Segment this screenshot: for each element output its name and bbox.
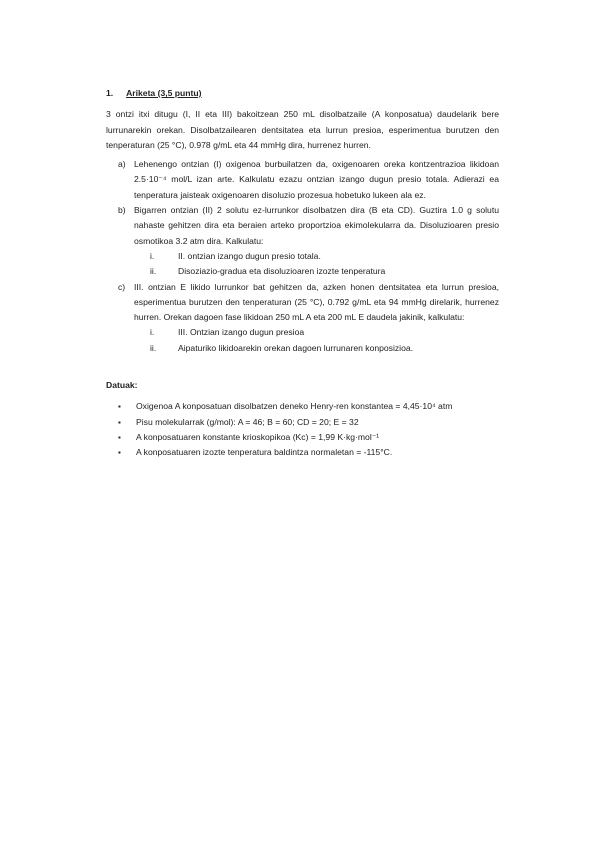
- part-marker: c): [118, 281, 126, 292]
- exercise-intro: 3 ontzi itxi ditugu (I, II eta III) bakoitzean 250 mL disolbatzaile (A konposatua) daudelarik bere lurrunarekin orekan. Disolbatzailearen dentsitatea eta lurrun presioa, esperimentua burutzen den tenperaturan (25 °C), 0.978 g/mL eta 44 mmHg dira, hurrenez hurren.: [106, 109, 499, 150]
- bullet-icon: ▪: [118, 417, 121, 427]
- part-b: [106, 203, 499, 279]
- part-text: Bigarren ontzian (II) 2 solutu ez-lurrunkor disolbatzen dira (B eta CD). Guztira 1.0 g solutu nahaste gehitzen dira eta beraien arteko proportzioa ekimolekularra da. Disoluzioaren presio osmotikoa 3.2 atm dira. Kalkulatu:: [134, 205, 499, 246]
- data-item-text: A konposatuaren izozte tenperatura baldintza normaletan = -115°C.: [136, 447, 393, 458]
- subitem-list: [134, 249, 499, 280]
- data-item-text: Pisu molekularrak (g/mol): A = 46; B = 60; CD = 20; E = 32: [136, 416, 359, 427]
- data-heading: Datuak:: [106, 380, 138, 391]
- subitem-marker: i.: [150, 250, 155, 261]
- part-text: Lehenengo ontzian (I) oxigenoa burbuilatzen da, oxigenoaren oreka kontzentrazioa likidoan 2.5·10⁻⁴ mol/L izan arte. Kalkulatu ezazu ontzian izango dugun presio totala. Adierazi ea tenperatura jaisteak oxigenoaren disoluzio prozesua hobetuko lukeen ala ez.: [134, 159, 499, 200]
- data-item-text: Oxigenoa A konposatuan disolbatzen deneko Henry-ren konstantea = 4,45·10⁴ atm: [136, 401, 453, 412]
- data-item: [106, 430, 499, 445]
- subitem-text: Disoziazio-gradua eta disoluzioaren izozte tenperatura: [178, 266, 386, 277]
- bullet-icon: ▪: [118, 402, 121, 412]
- data-item: [106, 415, 499, 430]
- exercise-title: Ariketa (3,5 puntu): [126, 88, 202, 98]
- subitem: [134, 264, 499, 279]
- subitem-text: Aipaturiko likidoarekin orekan dagoen lurrunaren konposizioa.: [178, 342, 414, 353]
- exercise-heading: [106, 86, 499, 101]
- subitem-text: II. ontzian izango dugun presio totala.: [178, 250, 321, 261]
- exercise-number: 1.: [106, 88, 114, 98]
- exercise-parts: [106, 157, 499, 356]
- data-item: [106, 399, 499, 414]
- bullet-icon: ▪: [118, 432, 121, 442]
- data-list: [106, 399, 499, 460]
- part-a: [106, 157, 499, 203]
- subitem-marker: ii.: [150, 266, 157, 277]
- subitem-marker: i.: [150, 327, 155, 338]
- subitem-text: III. Ontzian izango dugun presioa: [178, 327, 305, 338]
- subitem: [134, 249, 499, 264]
- part-text: III. ontzian E likido lurrunkor bat gehitzen da, azken honen dentsitatea eta lurrun presioa, esperimentua burutzen den tenperaturan (25 °C), 0.792 g/mL eta 94 mmHg direlarik, hurrenez hurren. Orekan dagoen fase likidoan 250 mL A eta 200 mL E daudela jakinik, kalkulatu:: [134, 281, 499, 323]
- bullet-icon: ▪: [118, 448, 121, 458]
- part-c: [106, 280, 499, 356]
- part-marker: b): [118, 205, 126, 216]
- part-marker: a): [118, 159, 126, 170]
- subitem: [134, 325, 499, 340]
- subitem-marker: ii.: [150, 342, 157, 353]
- subitem-list: [134, 325, 499, 356]
- subitem: [134, 341, 499, 356]
- data-item: [106, 445, 499, 460]
- page-content: [106, 86, 499, 461]
- data-item-text: A konposatuaren konstante krioskopikoa (Kc) = 1,99 K·kg·mol⁻¹: [136, 431, 380, 442]
